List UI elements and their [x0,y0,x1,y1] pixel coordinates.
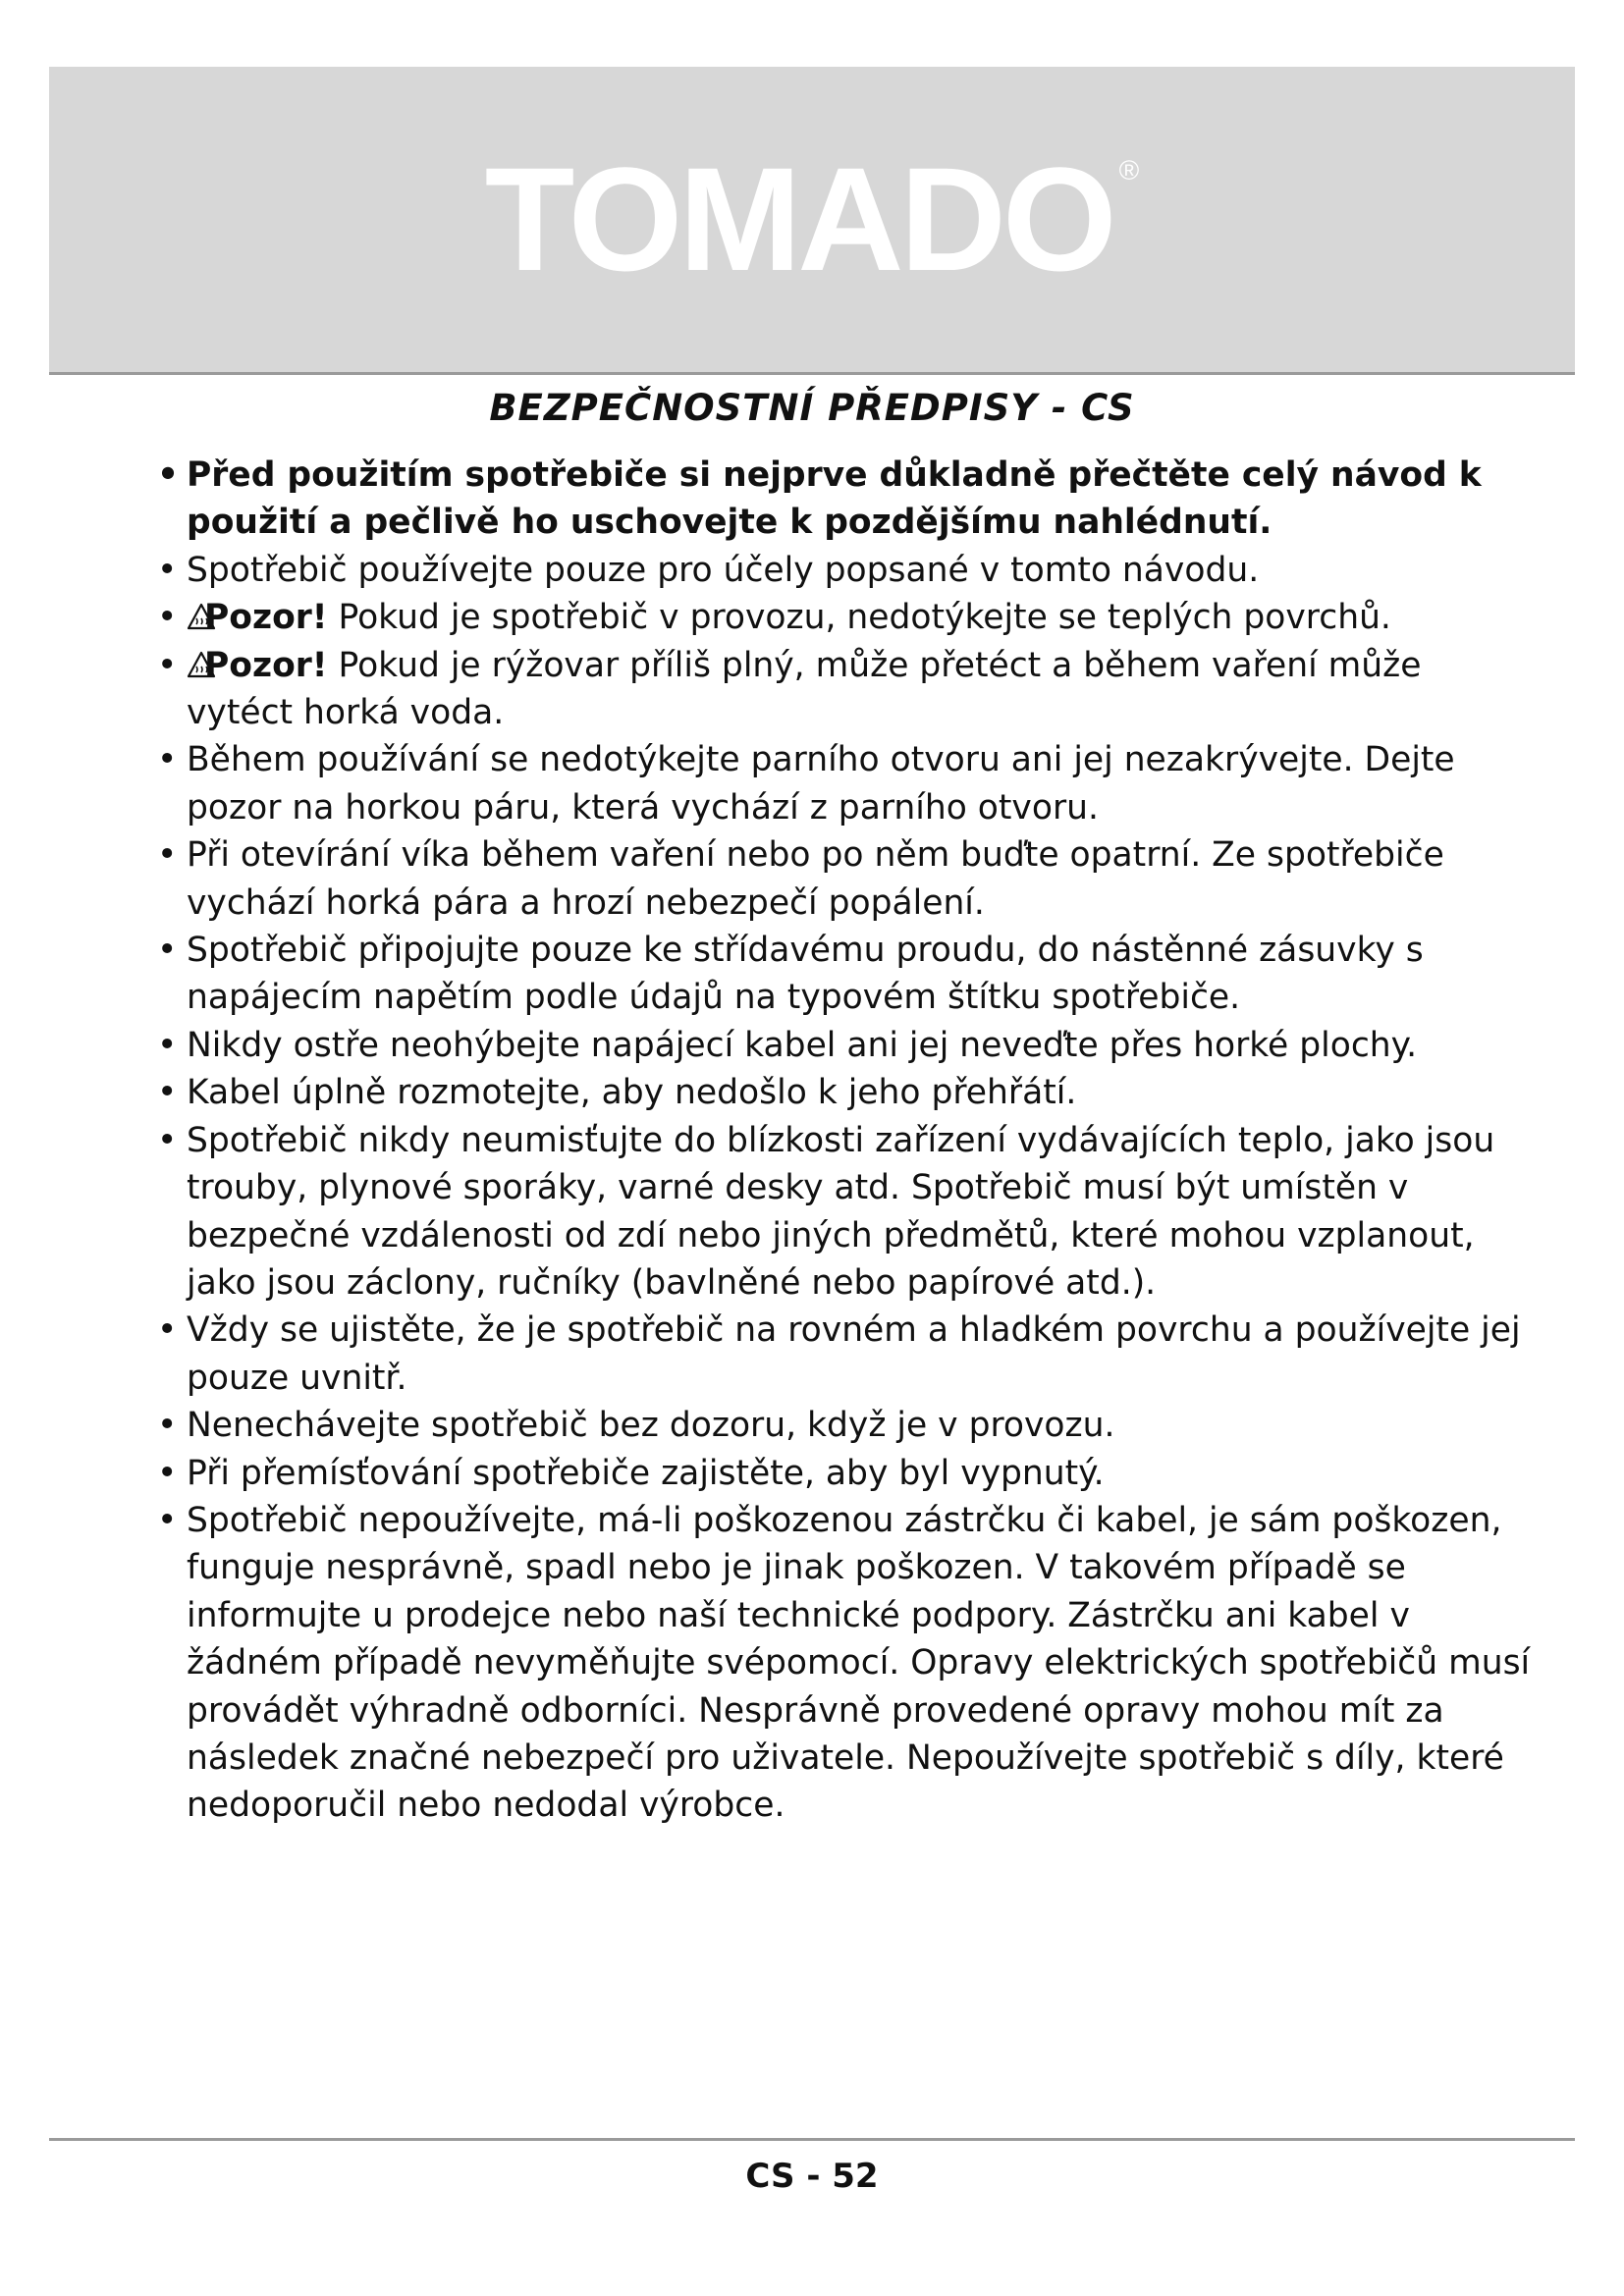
item-text: Před použitím spotřebiče si nejprve důkladně přečtěte celý návod k použití a pečlivě ho uschovejte k pozdějšímu nahlédnutí. [187,455,1482,543]
list-item [157,1069,1532,1116]
list-item [157,547,1532,594]
header-band [49,67,1575,375]
list-item [157,594,1532,641]
item-text: Spotřebič používejte pouze pro účely popsané v tomto návodu. [187,550,1260,590]
page-number: CS - 52 [745,2157,879,2196]
item-text: Nikdy ostře neohýbejte napájecí kabel ani jej neveďte přes horké plochy. [187,1025,1418,1065]
registered-mark: ® [1118,155,1140,186]
list-item [157,1117,1532,1308]
hot-surface-warning-icon [187,651,216,678]
list-item [157,1402,1532,1449]
list-item [157,831,1532,927]
item-text: Při přemísťování spotřebiče zajistěte, aby byl vypnutý. [187,1453,1105,1493]
logo-text: TOMADO [484,136,1113,301]
item-text: Během používání se nedotýkejte parního otvoru ani jej nezakrývejte. Dejte pozor na horkou páru, která vychází z parního otvoru. [187,740,1455,828]
item-text: Spotřebič připojujte pouze ke střídavému proudu, do nástěnné zásuvky s napájecím napětím podle údajů na typovém štítku spotřebiče. [187,931,1424,1018]
item-text: Při otevírání víka během vaření nebo po něm buďte opatrní. Ze spotřebiče vychází horká pára a hrozí nebezpečí popálení. [187,835,1444,923]
hot-surface-warning-icon [187,603,216,630]
item-text: Pokud je rýžovar příliš plný, může přetéct a během vaření může vytéct horká voda. [187,645,1422,733]
list-item [157,1022,1532,1069]
item-text: Spotřebič nepoužívejte, má-li poškozenou zástrčku či kabel, je sám poškozen, funguje nesprávně, spadl nebo je jinak poškozen. V takovém případě se informujte u prodejce nebo naší technické podpory. Zástrčku ani kabel v žádném případě nevyměňujte svépomocí. Opravy elektrických spotřebičů musí provádět výhradně odborníci. Nesprávně provedené opravy mohou mít za následek značné nebezpečí pro uživatele. Nepoužívejte spotřebič s díly, které nedoporučil nebo nedodal výrobce. [187,1500,1531,1826]
list-item [157,927,1532,1022]
safety-instructions-list [157,452,1532,1830]
item-text: Pokud je spotřebič v provozu, nedotýkejte se teplých povrchů. [327,598,1391,638]
tomado-logo [49,136,1575,301]
list-item [157,452,1532,547]
warning-label: Pozor! [204,645,328,685]
list-item [157,1450,1532,1497]
list-item [157,1497,1532,1830]
list-item [157,1307,1532,1402]
footer-divider [49,2138,1575,2141]
list-item [157,642,1532,737]
page-title: BEZPEČNOSTNÍ PŘEDPISY - CS [489,387,1135,429]
item-text: Kabel úplně rozmotejte, aby nedošlo k jeho přehřátí. [187,1073,1077,1113]
list-item [157,736,1532,831]
item-text: Nenechávejte spotřebič bez dozoru, když je v provozu. [187,1406,1115,1446]
item-text: Spotřebič nikdy neumisťujte do blízkosti zařízení vydávajících teplo, jako jsou trouby, plynové sporáky, varné desky atd. Spotřebič musí být umístěn v bezpečné vzdálenosti od zdí nebo jiných předmětů, které mohou vzplanout, jako jsou záclony, ručníky (bavlněné nebo papírové atd.). [187,1120,1495,1303]
warning-label: Pozor! [204,598,328,638]
item-text: Vždy se ujistěte, že je spotřebič na rovném a hladkém povrchu a používejte jej pouze uvnitř. [187,1310,1521,1398]
